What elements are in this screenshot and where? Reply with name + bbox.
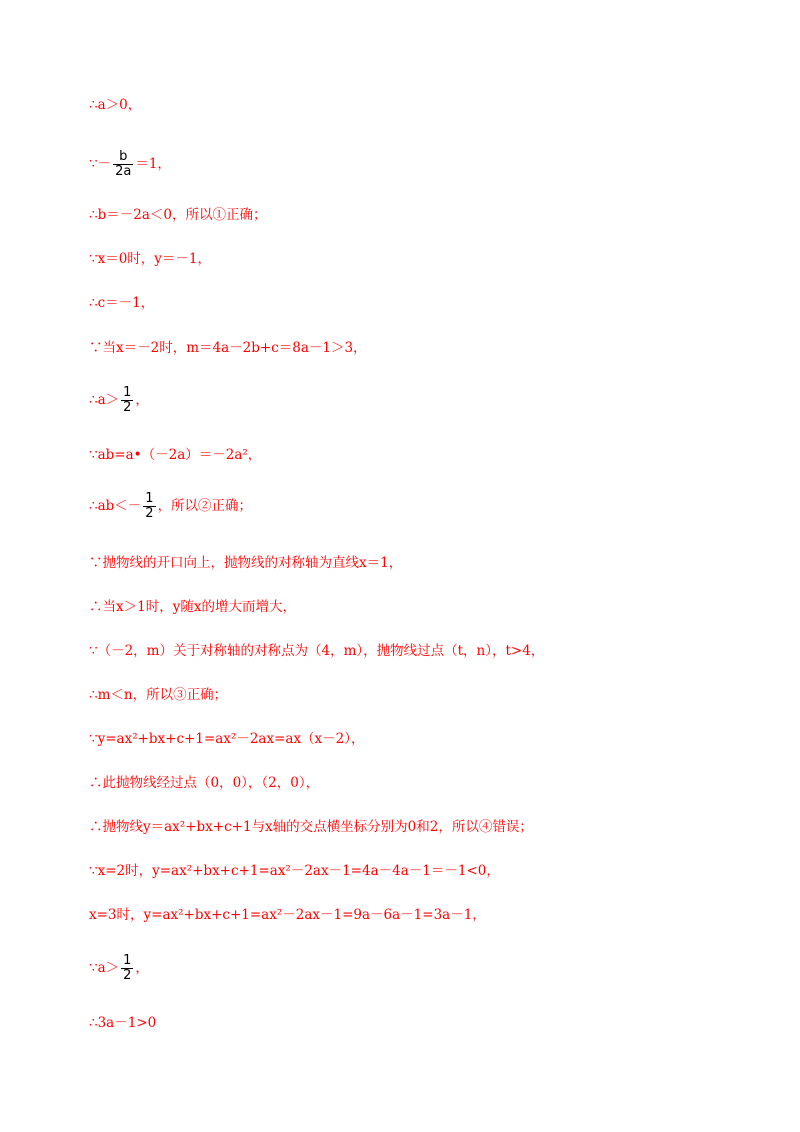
solution-line: ∴c＝－1， [89,295,155,311]
solution-line: ∴当x＞1时，y随x的增大而增大， [89,599,296,615]
solution-line-fraction: ∴ab＜－ $\frac{1}{2}$ ，所以②正确； [89,491,253,521]
fraction: $\frac{1}{2}$ [145,491,154,521]
solution-line: ∴抛物线y＝ax²+bx+c+1与x轴的交点横坐标分别为0和2，所以④错误； [89,819,533,835]
solution-line-fraction: ∵a＞ $\frac{1}{2}$ ， [89,953,149,983]
solution-line: ∴此抛物线经过点（0，0），（2，0）， [89,775,320,791]
fraction: $\frac{b}{2a}$ [115,149,132,179]
solution-line: ∵x=2时，y=ax²+bx+c+1=ax²－2ax－1=4a－4a－1＝－1<0， [89,863,500,879]
solution-line-fraction: ∴a＞ $\frac{1}{2}$ ， [89,385,149,415]
solution-line: ∵y=ax²+bx+c+1=ax²－2ax=ax（x－2）， [89,731,365,747]
fraction: $\frac{1}{2}$ [123,953,132,983]
solution-line: ∴m＜n，所以③正确； [89,687,228,703]
solution-line: ∴b＝－2a＜0，所以①正确； [89,207,267,223]
solution-line: ∵当x＝－2时，m＝4a－2b+c＝8a－1＞3， [89,340,367,356]
solution-line: ∵ab=a•（－2a）＝－2a²， [89,447,262,463]
solution-line: ∴3a－1>0 [89,1015,157,1031]
fraction: $\frac{1}{2}$ [123,385,132,415]
solution-line: ∵（－2，m）关于对称轴的对称点为（4，m），抛物线过点（t，n），t>4， [89,643,545,659]
solution-line: x=3时，y=ax²+bx+c+1=ax²－2ax－1=9a－6a－1=3a－1， [89,907,486,923]
solution-line: ∵x＝0时，y＝－1， [89,251,212,267]
solution-line: ∴a＞0， [89,97,142,113]
solution-line: ∵抛物线的开口向上，抛物线的对称轴为直线x＝1， [89,555,403,571]
solution-line-fraction: ∵－ $\frac{b}{2a}$ ＝1， [89,149,171,179]
